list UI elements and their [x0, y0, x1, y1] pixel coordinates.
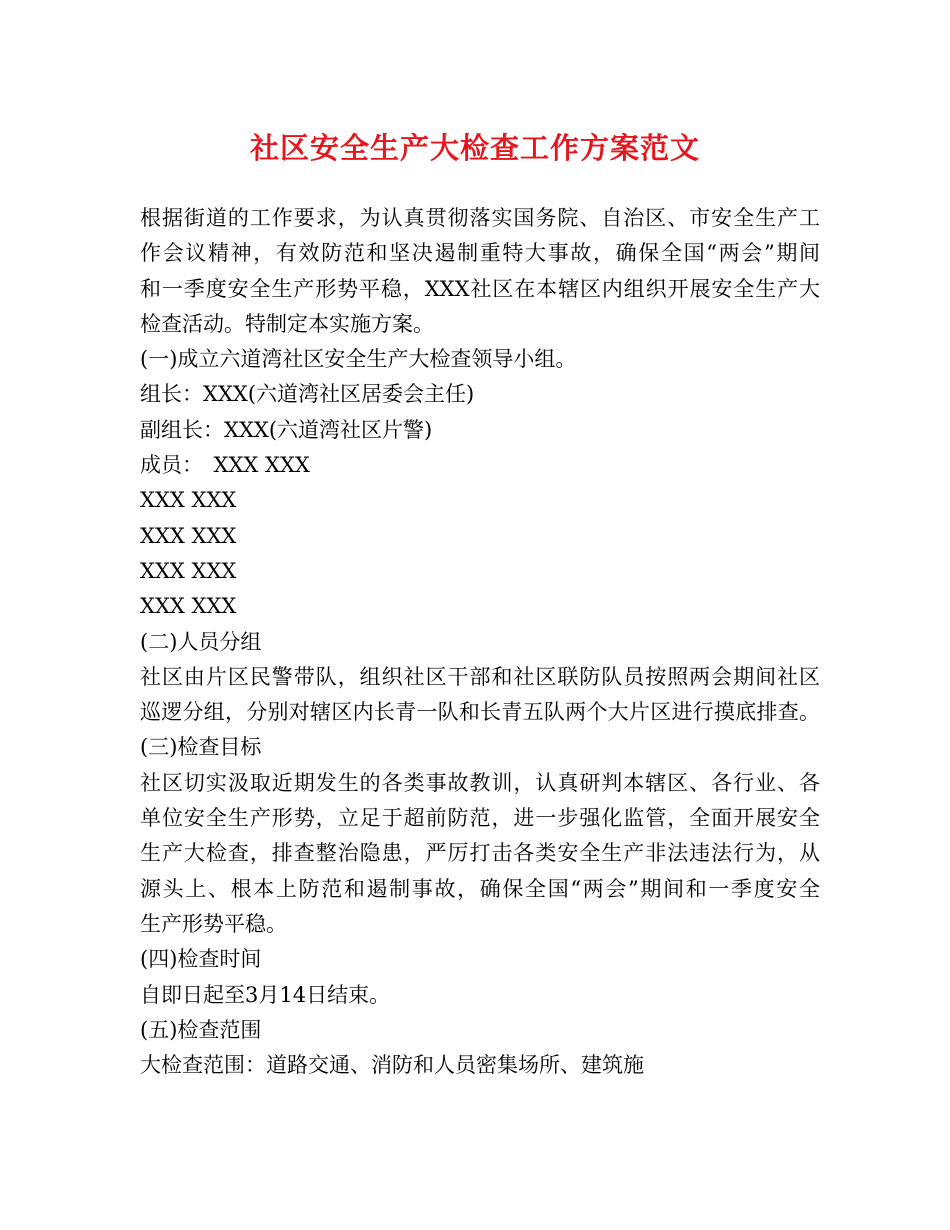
text-line: 大检查范围：道路交通、消防和人员密集场所、建筑施: [140, 1053, 644, 1078]
text-line: 社区由片区民警带队，组织社区干部和社区联防队员按照两会期间社区: [140, 664, 820, 689]
text-line: 副组长：XXX(六道湾社区片警): [140, 417, 433, 442]
text-line: 根据街道的工作要求，为认真贯彻落实国务院、自治区、市安全生产工: [140, 206, 820, 230]
text-line: 成员： XXX XXX: [140, 453, 310, 478]
text-line: 生产大检查，排查整治隐患，严厉打击各类安全生产非法违法行为，从: [140, 841, 820, 866]
document-body: [140, 201, 820, 1083]
text-line: (三)检查目标: [140, 735, 262, 760]
text-line: 社区切实汲取近期发生的各类事故教训，认真研判本辖区、各行业、各: [140, 770, 820, 795]
text-line: 源头上、根本上防范和遏制事故，确保全国“两会”期间和一季度安全: [140, 876, 820, 901]
text-line: XXX XXX: [140, 558, 237, 583]
text-line: 作会议精神，有效防范和坚决遏制重特大事故，确保全国“两会”期间: [140, 241, 820, 266]
document-title: 社区安全生产大检查工作方案范文: [249, 131, 700, 165]
text-line: 单位安全生产形势，立足于超前防范，进一步强化监管，全面开展安全: [140, 806, 820, 831]
text-line: (一)成立六道湾社区安全生产大检查领导小组。: [140, 347, 577, 372]
text-line: 自即日起至3月14日结束。: [140, 982, 391, 1007]
text-line: 巡逻分组，分别对辖区内长青一队和长青五队两个大片区进行摸底排查。: [140, 700, 820, 725]
text-line: 检查活动。特制定本实施方案。: [140, 311, 434, 336]
text-line: (四)检查时间: [140, 947, 262, 972]
text-line: 和一季度安全生产形势平稳，XXX社区在本辖区内组织开展安全生产大: [140, 276, 820, 301]
text-line: (二)人员分组: [140, 629, 262, 654]
text-line: XXX XXX: [140, 523, 237, 548]
text-line: (五)检查范围: [140, 1017, 262, 1042]
text-line: XXX XXX: [140, 488, 237, 513]
text-line: 生产形势平稳。: [140, 911, 287, 936]
text-line: XXX XXX: [140, 594, 237, 619]
text-line: 组长：XXX(六道湾社区居委会主任): [140, 382, 475, 407]
